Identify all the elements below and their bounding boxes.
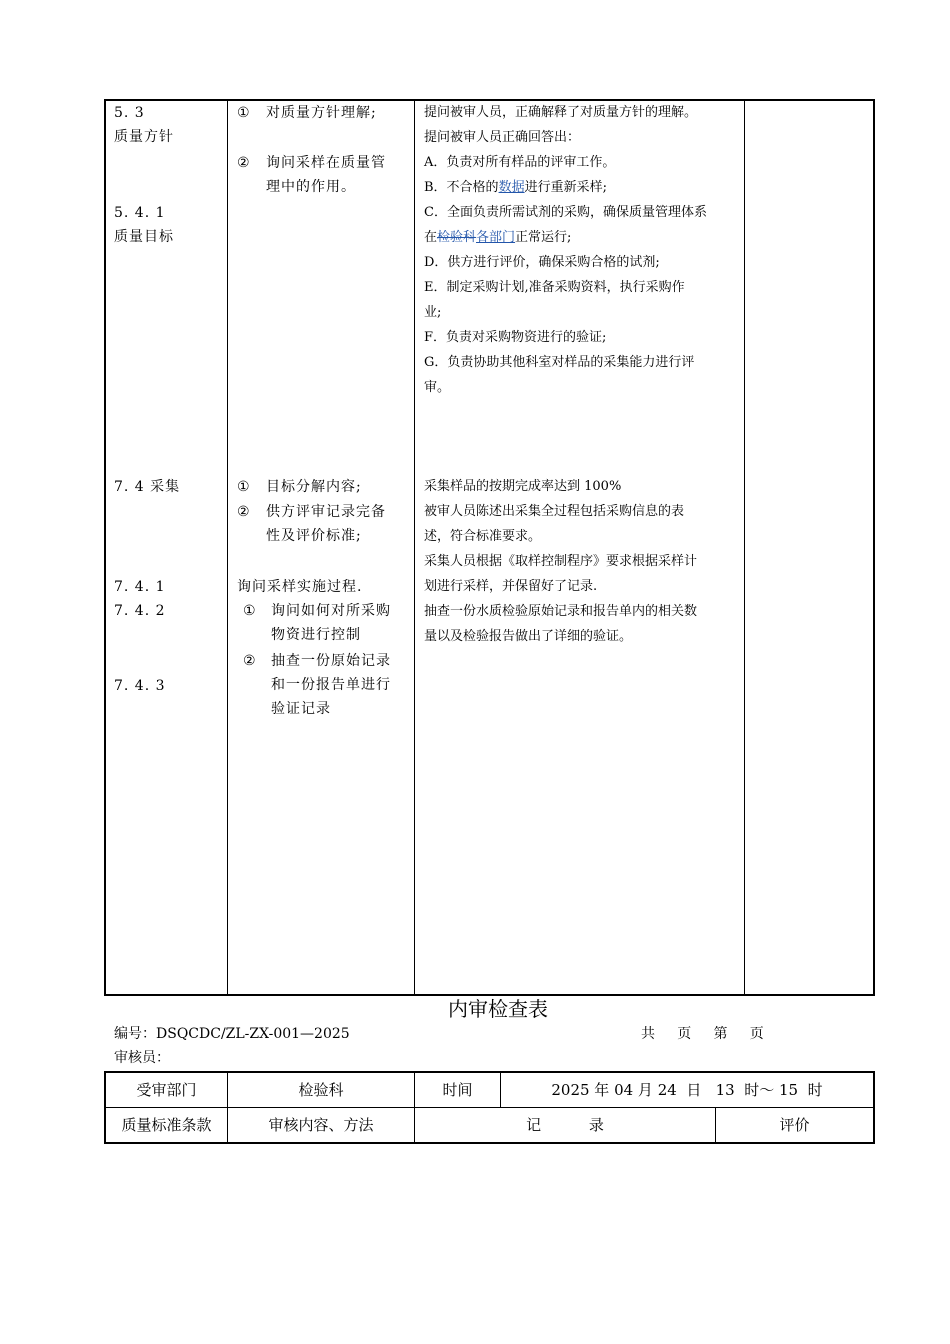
records-block-1 [424,100,742,400]
record-line: 述，符合标准要求。 [424,529,542,544]
method-2-mark: ② [237,155,251,171]
header-table-bottom-border [104,1142,875,1144]
method-4-line-1: 供方评审记录完备 [266,504,386,520]
method-5-text: 询问采样实施过程. [237,579,363,595]
record-text: B．不合格的 [424,180,499,195]
method-6-line-1: 询问如何对所采购 [271,603,391,619]
method-2-line-2: 理中的作用。 [266,179,356,195]
clause-5-3-title: 质量方针 [114,129,174,145]
method-2-line-1: 询问采样在质量管 [266,155,386,171]
record-line: 提问被审人员正确回答出： [424,130,581,145]
record-line: A．负责对所有样品的评审工作。 [424,155,616,170]
method-7-text [271,649,413,721]
clause-5-4-1-title: 质量目标 [114,229,174,245]
header-table-right-border [873,1071,875,1144]
records-block-2 [424,474,742,649]
departments-link[interactable]: 各部门 [476,230,516,245]
record-line: 被审人员陈述出采集全过程包括采购信息的表 [424,504,685,519]
record-line [424,225,742,250]
record-line: 采集样品的按期完成率达到 100% [424,479,622,494]
record-line: 抽查一份水质检验原始记录和报告单内的相关数 [424,604,698,619]
record-line: 业; [424,305,442,320]
column-header-evaluation: 评价 [779,1116,810,1134]
clause-7-4: 7. 4 采集 [114,479,181,495]
method-6-text [271,599,413,647]
record-line: 审。 [424,380,451,395]
method-7-line-1: 抽查一份原始记录 [271,653,391,669]
record-line: 采集人员根据《取样控制程序》要求根据采样计 [424,554,698,569]
clause-7-4-1: 7. 4. 1 [114,579,166,595]
clause-5-3-number: 5. 3 [114,105,145,121]
top-table-right-border [873,99,875,996]
method-4-text [266,500,412,548]
record-line: F．负责对采购物资进行的验证; [424,330,607,345]
method-1-mark: ① [237,105,251,121]
method-6-line-2: 物资进行控制 [271,627,361,643]
top-table-col-divider-1 [227,99,228,996]
form-title: 内审检查表 [448,997,548,1021]
clause-column-2 [114,201,224,249]
top-table-col-divider-3 [744,99,745,996]
clause-7-4-3: 7. 4. 3 [114,678,166,694]
record-line: D．供方进行评价，确保采购合格的试剂; [424,255,660,270]
time-label: 时间 [442,1081,473,1099]
clause-7-4-2: 7. 4. 2 [114,603,166,619]
column-header-clause: 质量标准条款 [121,1116,212,1134]
method-4-mark: ② [237,504,251,520]
column-header-method: 审核内容、方法 [268,1116,374,1134]
time-value: 2025 年 04 月 24 日 13 时～ 15 时 [551,1081,823,1099]
audited-dept-value: 检验科 [298,1081,344,1099]
auditor-label: 审核员： [114,1050,170,1066]
record-line: 划进行采样，并保留好了记录. [424,579,598,594]
record-line: 提问被审人员，正确解释了对质量方针的理解。 [424,105,698,120]
record-text: 正常运行; [515,230,572,245]
page-count: 共 页 第 页 [641,1026,764,1042]
clause-column [114,101,224,149]
top-table-col-divider-2 [414,99,415,996]
method-3-mark: ① [237,479,251,495]
method-4-line-2: 性及评价标准; [266,528,362,544]
data-link[interactable]: 数据 [498,180,525,195]
top-table-left-border [104,99,106,996]
method-7-line-2: 和一份报告单进行 [271,677,391,693]
record-line: C．全面负责所需试剂的采购，确保质量管理体系 [424,205,707,220]
record-text: 在 [424,230,438,245]
record-line [424,175,742,200]
method-2-text [266,151,412,199]
method-6-mark: ① [243,603,257,619]
deleted-text: 检验科 [437,230,477,245]
record-text: 进行重新采样; [524,180,607,195]
method-1-text: 对质量方针理解; [266,105,377,121]
method-3-text: 目标分解内容; [266,479,362,495]
audited-dept-label: 受审部门 [136,1081,197,1099]
form-code: 编号：DSQCDC/ZL-ZX-001—2025 [114,1026,350,1042]
method-7-mark: ② [243,653,257,669]
record-line: G．负责协助其他科室对样品的采集能力进行评 [424,355,695,370]
column-header-record: 记 录 [526,1116,604,1134]
method-7-line-3: 验证记录 [271,701,331,717]
record-line: 量以及检验报告做出了详细的验证。 [424,629,633,644]
clause-5-4-1-number: 5. 4. 1 [114,205,166,221]
record-line: E．制定采购计划,准备采购资料，执行采购作 [424,280,685,295]
